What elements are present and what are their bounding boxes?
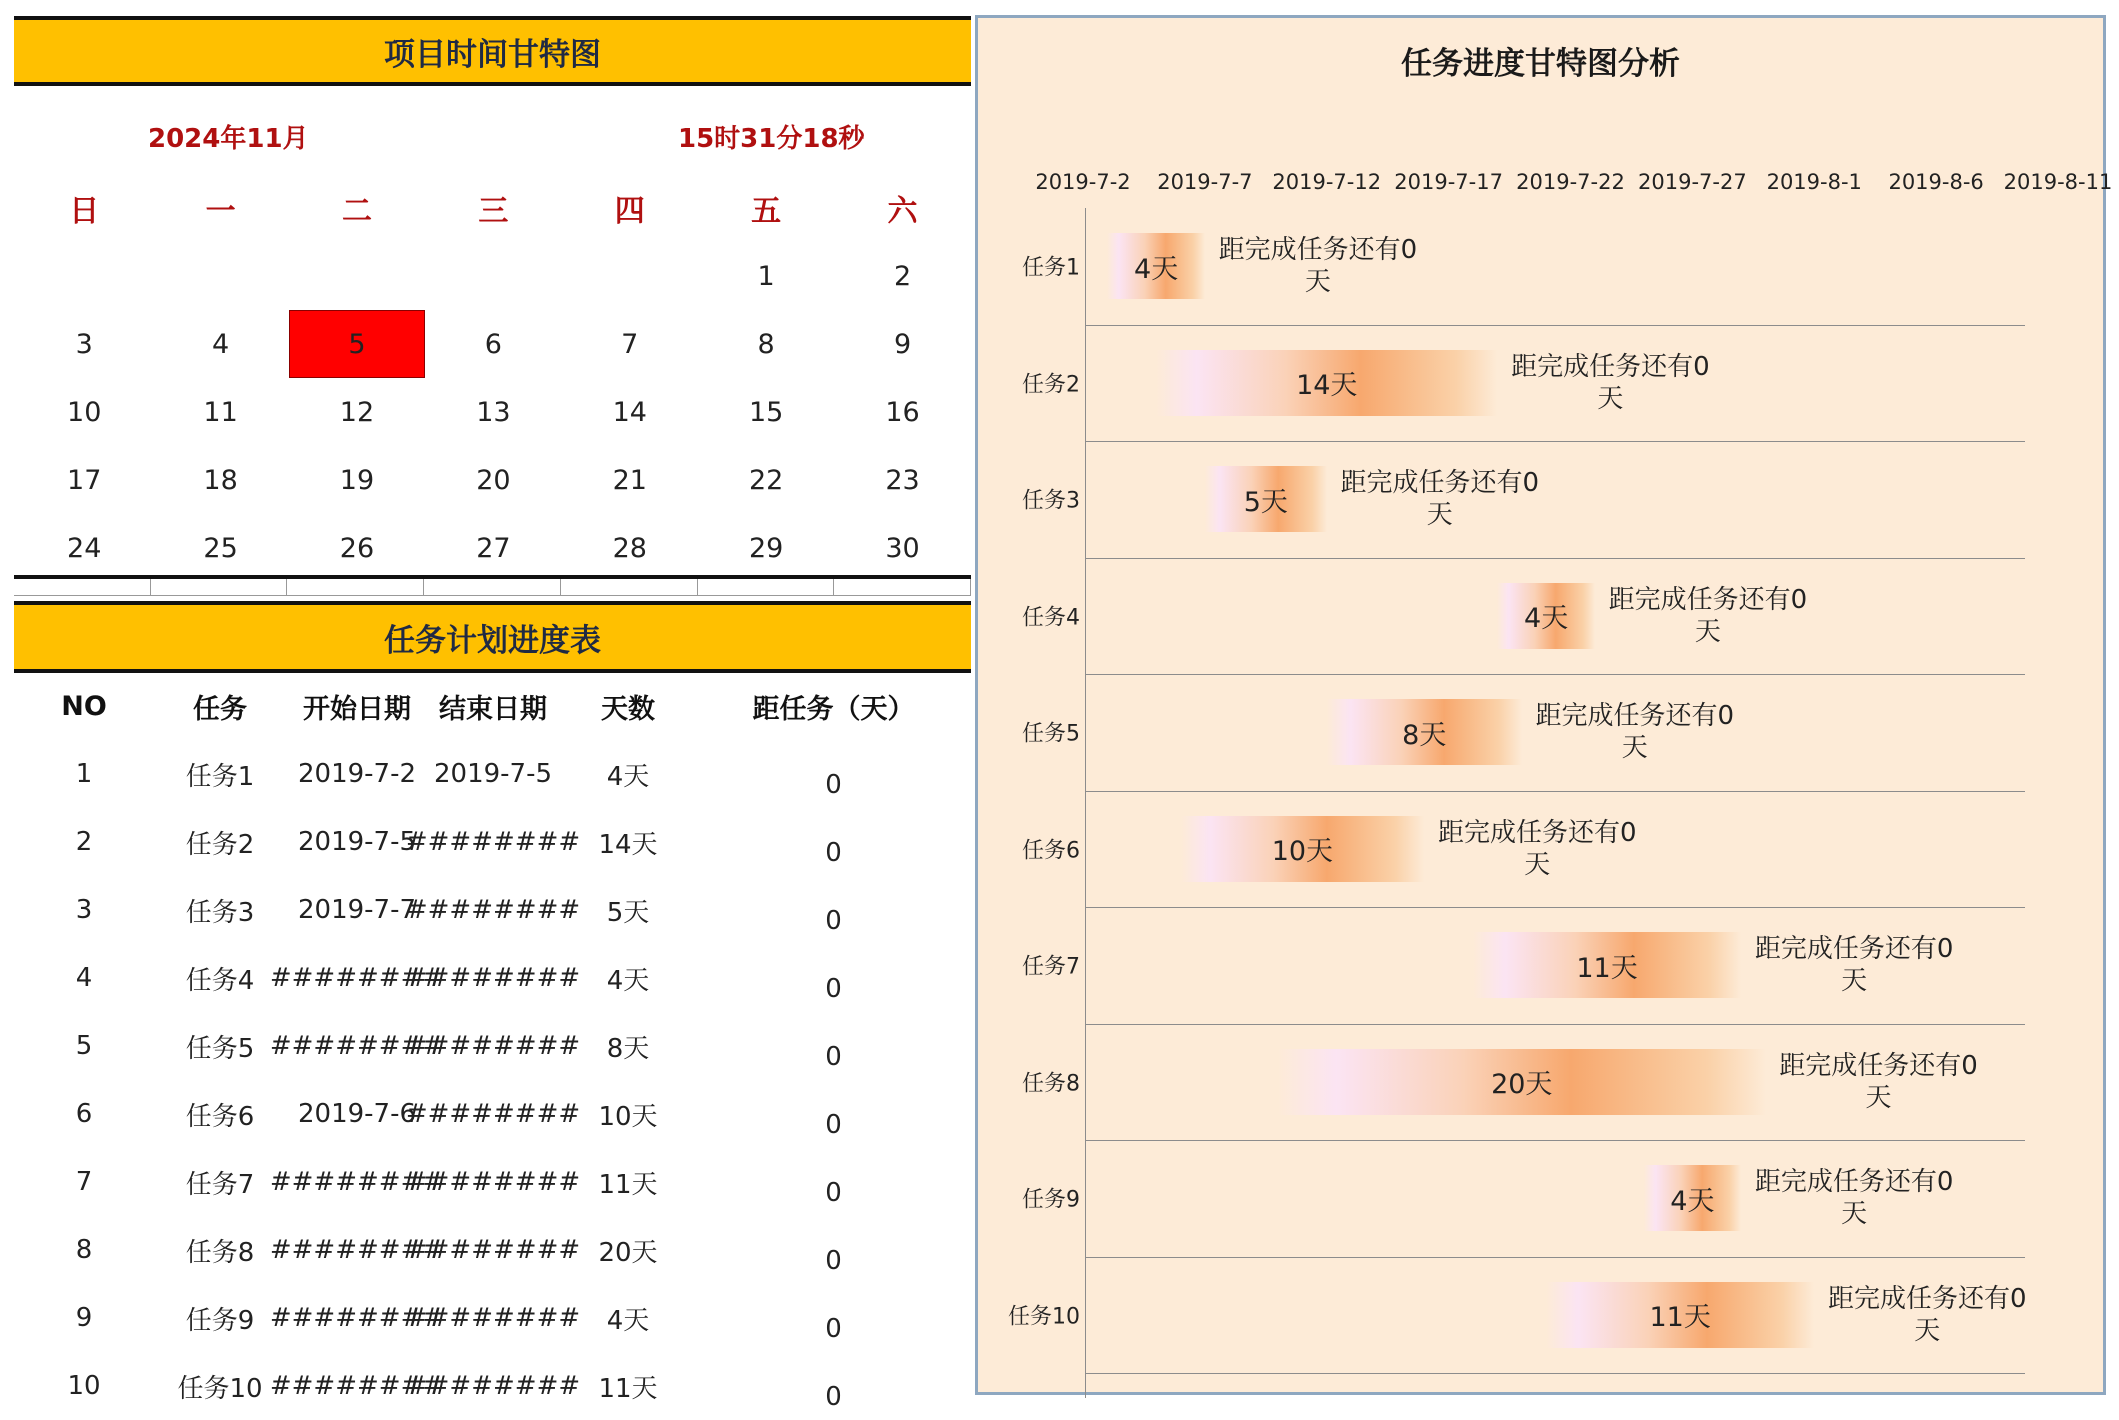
remaining-days-annotation: 距完成任务还有0天 xyxy=(1754,934,1954,997)
divider xyxy=(424,579,561,596)
column-header: 天数 xyxy=(601,693,655,725)
row-no: 7 xyxy=(75,1167,93,1197)
row-task: 任务10 xyxy=(177,1373,263,1404)
row-start-date: 2019-7-7 xyxy=(297,895,416,925)
row-days: 20天 xyxy=(598,1237,658,1268)
table-row[interactable] xyxy=(16,944,971,1012)
calendar-day[interactable]: 3 xyxy=(75,328,93,360)
row-task: 任务4 xyxy=(185,965,255,996)
row-no: 4 xyxy=(75,963,93,993)
row-days: 4天 xyxy=(606,1305,650,1336)
calendar-day[interactable]: 1 xyxy=(757,260,775,292)
task-label: 任务5 xyxy=(1022,721,1080,747)
calendar-day[interactable]: 20 xyxy=(476,464,511,496)
calendar-month: 2024年11月 xyxy=(148,124,309,154)
calendar-day[interactable] xyxy=(289,242,425,310)
row-end-date: ######## xyxy=(405,963,581,993)
row-start-date: ######## xyxy=(269,1303,445,1333)
column-header: 距任务（天） xyxy=(752,693,915,725)
plan-table xyxy=(16,672,971,1420)
row-end-date: ######## xyxy=(405,1031,581,1061)
task-label: 任务7 xyxy=(1022,954,1080,980)
weekday-wed: 三 xyxy=(478,194,509,229)
table-row[interactable] xyxy=(16,1216,971,1284)
row-days: 11天 xyxy=(598,1373,658,1404)
row-days: 11天 xyxy=(598,1169,658,1200)
row-start-date: 2019-7-5 xyxy=(297,827,416,857)
row-gridline xyxy=(1085,1024,2025,1025)
row-task: 任务6 xyxy=(185,1101,255,1132)
row-start-date: ######## xyxy=(269,1371,445,1401)
table-row[interactable] xyxy=(16,740,971,808)
row-days-left: 0 xyxy=(825,1042,842,1072)
table-header-row xyxy=(16,672,971,740)
row-task: 任务7 xyxy=(185,1169,255,1200)
weekday-mon: 一 xyxy=(205,194,236,229)
weekday-sat: 六 xyxy=(887,194,918,229)
gantt-bar[interactable]: 14天 xyxy=(1156,350,1497,416)
x-tick-label: 2019-7-2 xyxy=(1035,170,1131,194)
x-tick-label: 2019-8-11 xyxy=(2003,170,2113,194)
table-row[interactable] xyxy=(16,1284,971,1352)
row-gridline xyxy=(1085,325,2025,326)
calendar-grid xyxy=(16,174,971,582)
calendar-day[interactable]: 18 xyxy=(203,464,238,496)
calendar-day-today[interactable]: 5 xyxy=(289,310,425,378)
calendar-day[interactable]: 21 xyxy=(612,464,647,496)
gantt-bar[interactable]: 11天 xyxy=(1473,932,1741,998)
calendar-week xyxy=(16,242,971,310)
row-no: 2 xyxy=(75,827,93,857)
calendar-day[interactable]: 14 xyxy=(612,396,647,428)
row-start-date: 2019-7-2 xyxy=(297,759,416,789)
row-no: 6 xyxy=(75,1099,93,1129)
row-days-left: 0 xyxy=(825,838,842,868)
row-start-date: ######## xyxy=(269,1167,445,1197)
column-header: 结束日期 xyxy=(439,693,547,725)
calendar-day[interactable]: 19 xyxy=(339,464,375,496)
column-header: 开始日期 xyxy=(303,693,411,725)
calendar-day[interactable]: 27 xyxy=(476,532,511,564)
weekday-header-row xyxy=(16,174,971,242)
row-days: 14天 xyxy=(598,829,658,860)
remaining-days-annotation: 距完成任务还有0天 xyxy=(1779,1050,1978,1113)
calendar-day[interactable]: 2 xyxy=(893,260,912,292)
row-task: 任务1 xyxy=(185,761,255,792)
remaining-days-annotation: 距完成任务还有0天 xyxy=(1511,351,1710,414)
gantt-bar[interactable]: 5天 xyxy=(1205,466,1327,532)
x-tick-label: 2019-7-27 xyxy=(1638,170,1747,194)
x-tick-label: 2019-8-1 xyxy=(1766,170,1862,194)
row-end-date: ######## xyxy=(405,827,581,857)
task-label: 任务4 xyxy=(1022,605,1080,631)
row-days-left: 0 xyxy=(825,974,842,1004)
x-tick-label: 2019-8-6 xyxy=(1888,170,1984,194)
row-start-date: ######## xyxy=(269,1235,445,1265)
row-no: 1 xyxy=(75,759,93,789)
calendar-day[interactable]: 17 xyxy=(67,464,102,496)
remaining-days-annotation: 距完成任务还有0天 xyxy=(1437,817,1637,880)
row-days-left: 0 xyxy=(825,1110,842,1140)
remaining-days-annotation: 距完成任务还有0天 xyxy=(1608,584,1808,647)
gantt-bar[interactable]: 4天 xyxy=(1107,233,1205,299)
column-header: 任务 xyxy=(193,693,247,725)
divider xyxy=(287,579,424,596)
calendar-day[interactable] xyxy=(425,242,561,310)
calendar-day[interactable]: 13 xyxy=(476,396,511,428)
gantt-bar[interactable]: 10天 xyxy=(1181,816,1425,882)
row-days-left: 0 xyxy=(825,1246,842,1276)
row-gridline xyxy=(1085,1373,2025,1374)
divider xyxy=(561,579,698,596)
row-days: 10天 xyxy=(598,1101,658,1132)
calendar-day[interactable]: 25 xyxy=(203,532,238,564)
calendar-day[interactable] xyxy=(562,242,698,310)
row-no: 3 xyxy=(75,895,93,925)
calendar-day[interactable]: 26 xyxy=(339,532,375,564)
row-end-date: ######## xyxy=(405,1167,581,1197)
row-end-date: ######## xyxy=(405,895,581,925)
task-label: 任务3 xyxy=(1022,488,1080,514)
row-gridline xyxy=(1085,441,2025,442)
left-panel xyxy=(0,0,975,1412)
row-no: 8 xyxy=(75,1235,93,1265)
calendar-day[interactable]: 29 xyxy=(748,532,784,564)
row-end-date: 2019-7-5 xyxy=(433,759,552,789)
gantt-bar[interactable]: 4天 xyxy=(1497,583,1595,649)
row-days: 4天 xyxy=(606,761,650,792)
gantt-bar[interactable]: 4天 xyxy=(1644,1165,1742,1231)
weekday-fri: 五 xyxy=(751,194,782,229)
calendar-day[interactable]: 23 xyxy=(885,464,920,496)
row-task: 任务3 xyxy=(185,897,255,928)
row-end-date: ######## xyxy=(405,1371,581,1401)
table-row[interactable] xyxy=(16,1012,971,1080)
weekday-tue: 二 xyxy=(341,194,372,229)
row-gridline xyxy=(1085,791,2025,792)
plan-banner: 任务计划进度表 xyxy=(14,601,971,673)
row-days-left: 0 xyxy=(825,906,842,936)
calendar-day[interactable] xyxy=(16,242,152,310)
calendar-day[interactable]: 11 xyxy=(203,396,238,428)
table-row[interactable] xyxy=(16,1080,971,1148)
row-days: 5天 xyxy=(606,897,650,928)
task-label: 任务2 xyxy=(1022,372,1080,398)
column-header: NO xyxy=(61,690,107,722)
divider xyxy=(698,579,835,596)
calendar-day[interactable]: 8 xyxy=(757,328,775,360)
calendar-day[interactable]: 24 xyxy=(67,532,102,564)
table-row[interactable] xyxy=(16,1148,971,1216)
calendar-day[interactable]: 12 xyxy=(339,396,375,428)
divider xyxy=(151,579,288,596)
calendar-day[interactable]: 4 xyxy=(211,328,230,360)
gantt-bar[interactable]: 11天 xyxy=(1546,1282,1814,1348)
row-gridline xyxy=(1085,674,2025,675)
calendar-week xyxy=(16,446,971,514)
row-task: 任务8 xyxy=(185,1237,255,1268)
calendar-week xyxy=(16,378,971,446)
x-tick-label: 2019-7-7 xyxy=(1157,170,1253,194)
calendar-day[interactable]: 7 xyxy=(621,328,639,360)
task-label: 任务6 xyxy=(1022,838,1080,864)
row-days: 4天 xyxy=(606,965,650,996)
table-row[interactable] xyxy=(16,808,971,876)
calendar-banner: 项目时间甘特图 xyxy=(14,16,971,86)
row-task: 任务9 xyxy=(185,1305,255,1336)
table-row[interactable] xyxy=(16,876,971,944)
remaining-days-annotation: 距完成任务还有0天 xyxy=(1827,1283,2027,1346)
calendar-day[interactable]: 28 xyxy=(612,532,647,564)
remaining-days-annotation: 距完成任务还有0天 xyxy=(1535,701,1735,764)
calendar-day[interactable]: 10 xyxy=(67,396,102,428)
calendar-day[interactable]: 22 xyxy=(748,464,784,496)
row-task: 任务2 xyxy=(185,829,255,860)
task-label: 任务8 xyxy=(1022,1071,1080,1097)
row-days: 8天 xyxy=(606,1033,650,1064)
row-gridline xyxy=(1085,907,2025,908)
calendar-week xyxy=(16,514,971,582)
row-days-left: 0 xyxy=(825,770,842,800)
row-start-date: ######## xyxy=(269,1031,445,1061)
row-days-left: 0 xyxy=(825,1178,842,1208)
remaining-days-annotation: 距完成任务还有0天 xyxy=(1218,235,1418,298)
row-end-date: ######## xyxy=(405,1303,581,1333)
row-gridline xyxy=(1085,1140,2025,1141)
row-days-left: 0 xyxy=(825,1314,842,1344)
gantt-bar[interactable]: 8天 xyxy=(1327,699,1522,765)
task-label: 任务9 xyxy=(1022,1187,1080,1213)
x-tick-label: 2019-7-22 xyxy=(1516,170,1625,194)
row-days-left: 0 xyxy=(825,1382,842,1412)
row-gridline xyxy=(1085,558,2025,559)
calendar-day[interactable] xyxy=(152,242,288,310)
gantt-chart xyxy=(975,15,2113,1395)
calendar-day[interactable]: 9 xyxy=(893,328,912,360)
calendar-week xyxy=(16,310,971,378)
task-label: 任务1 xyxy=(1022,255,1080,281)
task-label: 任务10 xyxy=(1008,1304,1080,1330)
gantt-bar[interactable]: 20天 xyxy=(1278,1049,1766,1115)
row-end-date: ######## xyxy=(405,1235,581,1265)
weekday-thu: 四 xyxy=(614,194,645,229)
row-no: 9 xyxy=(75,1303,93,1333)
chart-title: 任务进度甘特图分析 xyxy=(1401,46,1680,82)
divider xyxy=(14,579,151,596)
row-gridline xyxy=(1085,1257,2025,1258)
row-end-date: ######## xyxy=(405,1099,581,1129)
row-task: 任务5 xyxy=(185,1033,255,1064)
x-tick-label: 2019-7-17 xyxy=(1394,170,1503,194)
table-row[interactable] xyxy=(16,1352,971,1420)
remaining-days-annotation: 距完成任务还有0天 xyxy=(1340,468,1540,531)
remaining-days-annotation: 距完成任务还有0天 xyxy=(1754,1167,1954,1230)
row-start-date: ######## xyxy=(269,963,445,993)
y-axis-line xyxy=(1085,208,1086,1398)
calendar-day[interactable]: 16 xyxy=(885,396,920,428)
row-no: 5 xyxy=(75,1031,93,1061)
row-no: 10 xyxy=(67,1371,101,1401)
weekday-sun: 日 xyxy=(69,194,100,229)
calendar-bottom-rule xyxy=(14,575,971,599)
calendar-day[interactable]: 30 xyxy=(885,532,920,564)
calendar-time: 15时31分18秒 xyxy=(678,124,865,154)
divider xyxy=(834,579,971,596)
calendar-day[interactable]: 6 xyxy=(484,328,502,360)
calendar-day[interactable]: 15 xyxy=(748,396,784,428)
x-tick-label: 2019-7-12 xyxy=(1272,170,1382,194)
row-start-date: 2019-7-6 xyxy=(297,1099,416,1129)
